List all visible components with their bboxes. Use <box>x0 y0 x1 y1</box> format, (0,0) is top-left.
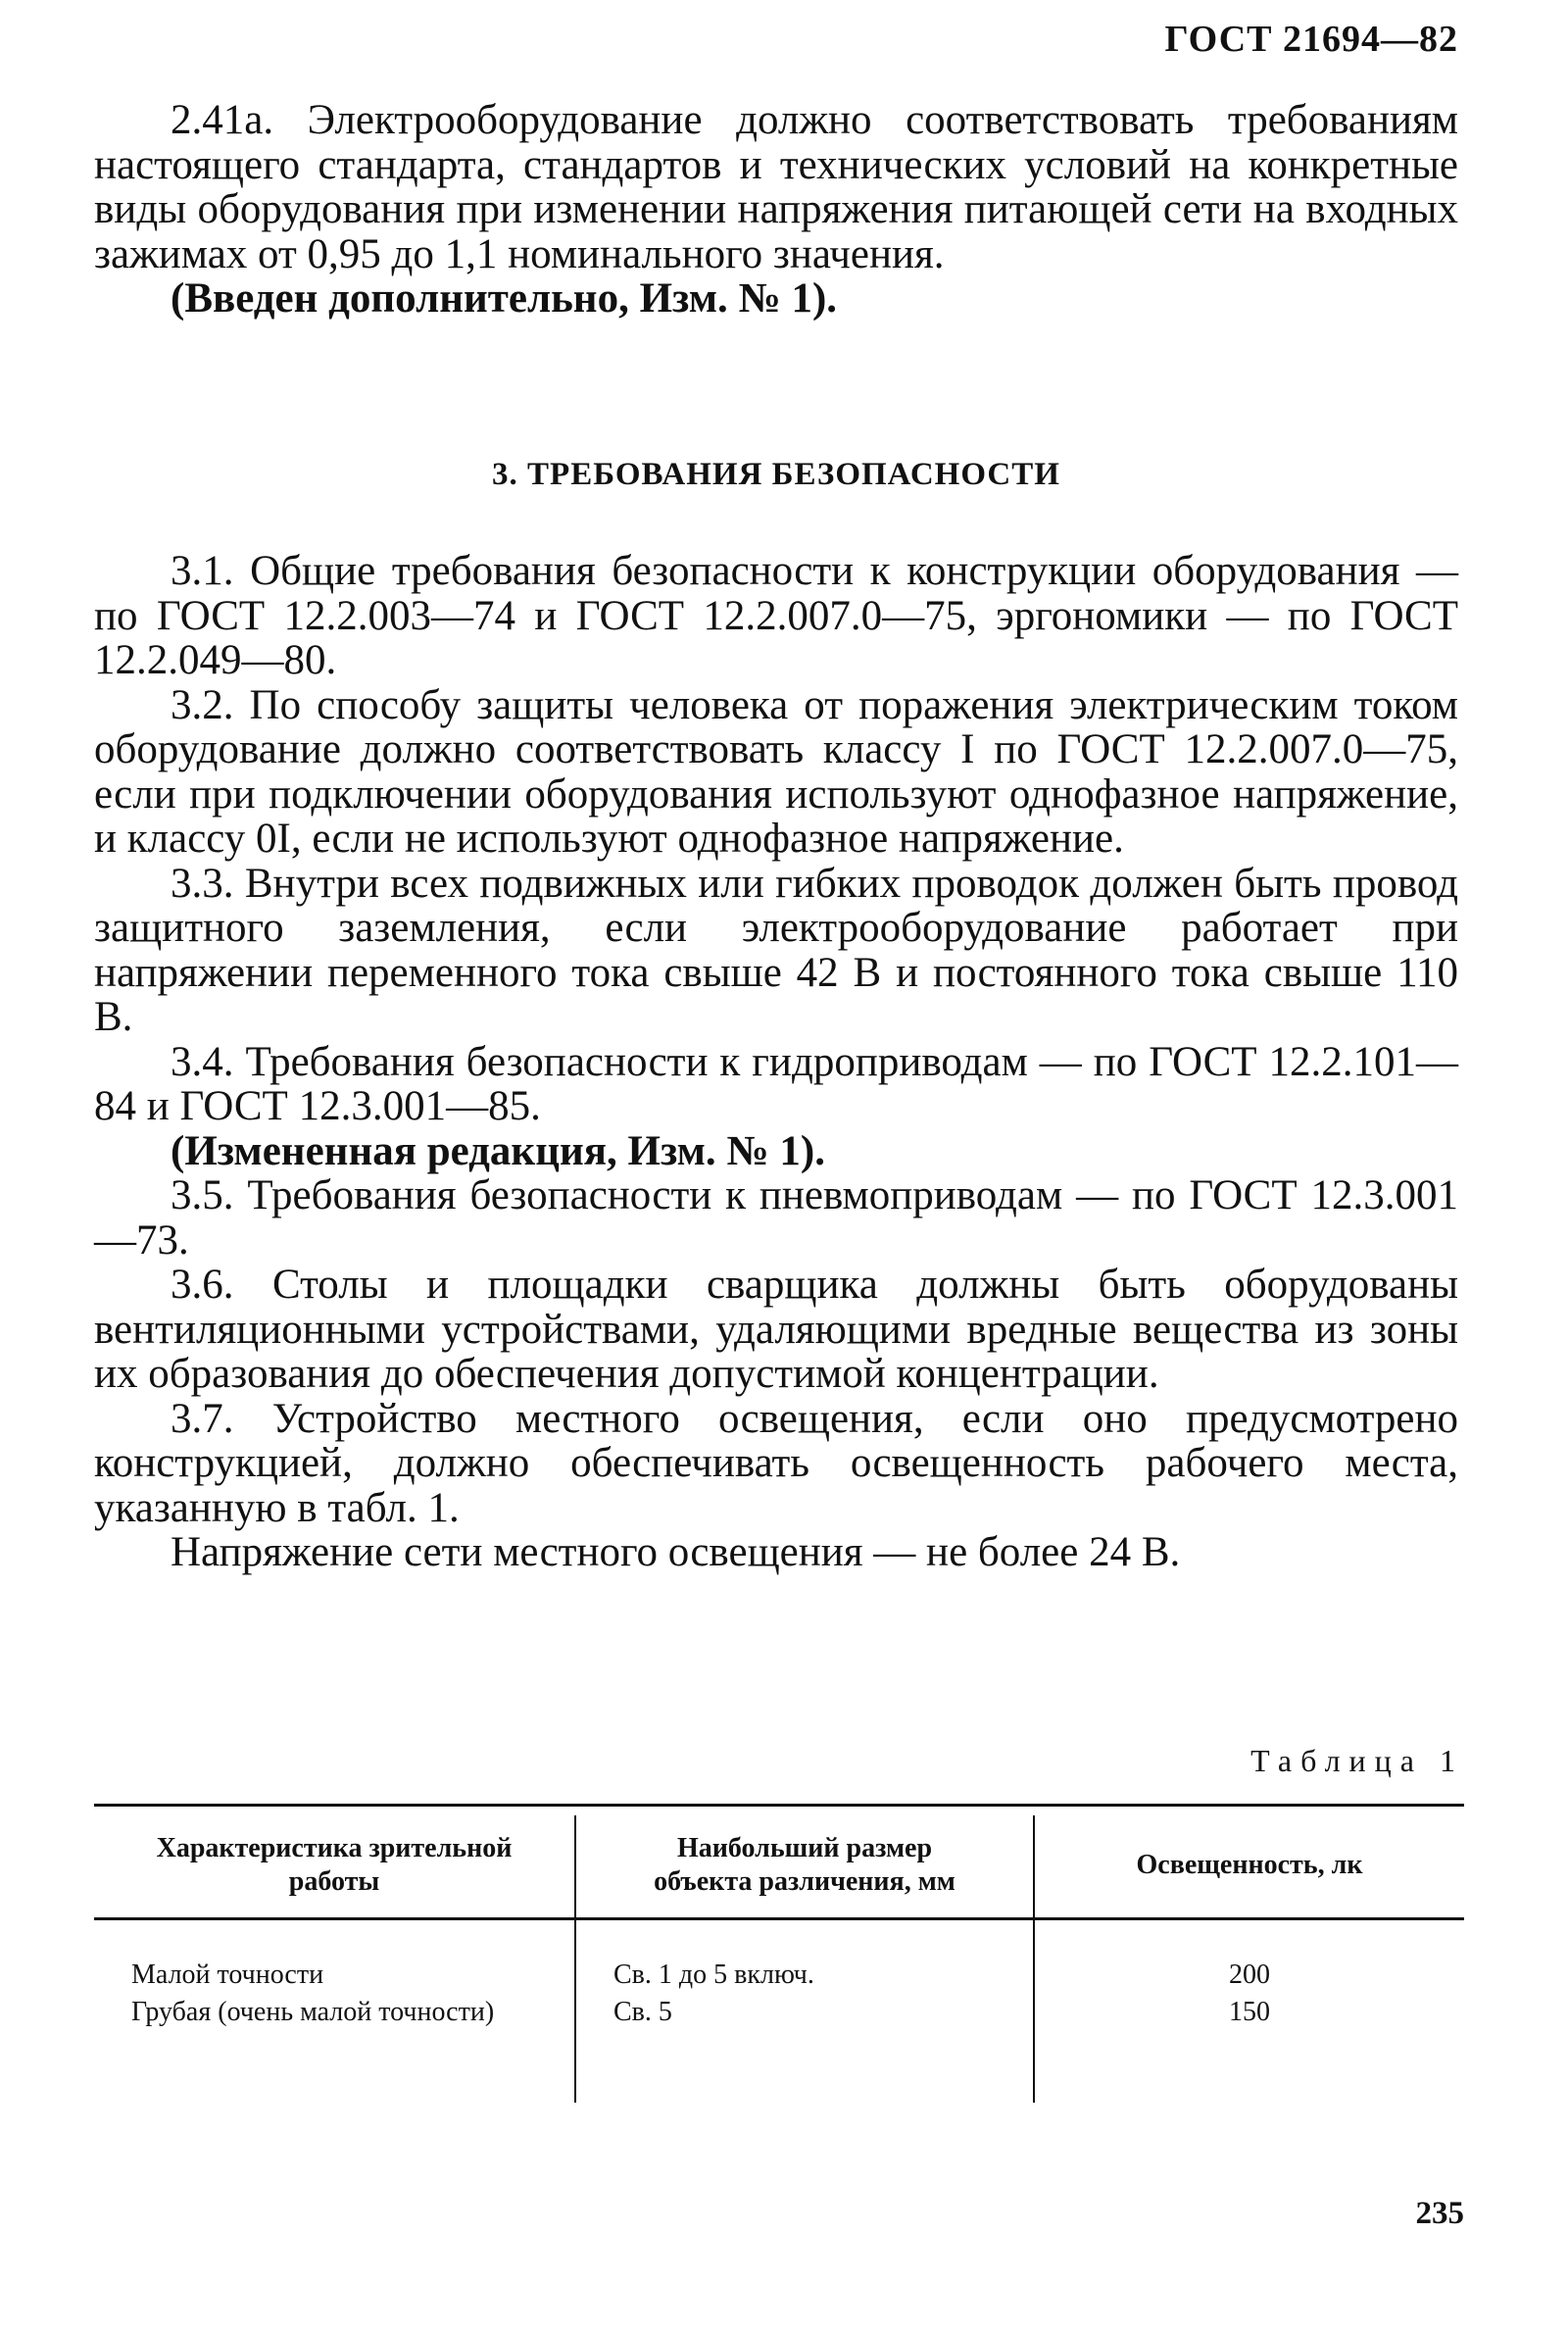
cell-illuminance: 200 <box>1229 1960 1270 1990</box>
amendment-note: (Измененная редакция, Изм. № 1). <box>171 1127 825 1174</box>
paragraph-2-41a: 2.41а. Электрооборудование должно соответствовать требованиям настоящего стандарта, стандартов и технических условий на конкретные виды оборудования при изменении напряжения питающей сети на входных зажимах от 0,95 до 1,1 номинального значения. <box>94 97 1458 277</box>
table-header-object-size <box>576 1821 1033 1910</box>
table-row <box>94 1957 1464 1994</box>
cell-illuminance: 150 <box>1229 1997 1270 2027</box>
header-text: работы <box>288 1866 380 1897</box>
cell-object-size: Св. 1 до 5 включ. <box>613 1960 814 1990</box>
table-top-rule <box>94 1804 1464 1807</box>
table-header-illuminance <box>1035 1821 1464 1910</box>
section-title: 3. ТРЕБОВАНИЯ БЕЗОПАСНОСТИ <box>492 457 1060 492</box>
page-number: 235 <box>1415 2196 1464 2231</box>
safety-requirements-block <box>94 549 1458 1575</box>
paragraph-3-4: 3.4. Требования безопасности к гидроприводам — по ГОСТ 12.2.101—84 и ГОСТ 12.3.001—85. <box>94 1038 1458 1129</box>
paragraph-3-5: 3.5. Требования безопасности к пневмоприводам — по ГОСТ 12.3.001—73. <box>94 1172 1458 1264</box>
table-header-work-type <box>94 1821 574 1910</box>
table-caption: Таблица 1 <box>1250 1743 1464 1778</box>
header-text: объекта различения, мм <box>654 1866 956 1897</box>
cell-object-size: Св. 5 <box>613 1997 672 2027</box>
paragraph-3-6: 3.6. Столы и площадки сварщика должны быть оборудованы вентиляционными устройствами, удаляющими вредные вещества из зоны их образования до обеспечения допустимой концентрации. <box>94 1262 1458 1397</box>
paragraph-3-3: 3.3. Внутри всех подвижных или гибких проводок должен быть провод защитного заземления, если электрооборудование работает при напряжении переменного тока свыше 42 В и постоянного тока свыше 110 В. <box>94 860 1458 1040</box>
intro-text-block <box>94 98 1458 322</box>
standard-code-header: ГОСТ 21694—82 <box>1164 19 1458 60</box>
header-text: Наибольший размер <box>676 1833 933 1863</box>
cell-work-type: Малой точности <box>131 1960 324 1990</box>
illumination-table <box>94 1804 1464 2103</box>
header-text: Освещенность, лк <box>1136 1850 1363 1880</box>
paragraph-3-1: 3.1. Общие требования безопасности к конструкции оборудования — по ГОСТ 12.2.003—74 и ГОСТ 12.2.007.0—75, эргономики — по ГОСТ 12.2.049—80. <box>94 548 1458 683</box>
amendment-note: (Введен дополнительно, Изм. № 1). <box>171 275 838 322</box>
table-body <box>94 1957 1464 2068</box>
table-row <box>94 1994 1464 2068</box>
table-header-rule <box>94 1917 1464 1920</box>
cell-work-type: Грубая (очень малой точности) <box>131 1997 495 2027</box>
paragraph-3-7: 3.7. Устройство местного освещения, если оно предусмотрено конструкцией, должно обеспечивать освещенность рабочего места, указанную в табл. 1. <box>94 1395 1458 1531</box>
paragraph-voltage-note: Напряжение сети местного освещения — не более 24 В. <box>171 1529 1181 1575</box>
header-text: Характеристика зрительной <box>156 1833 513 1863</box>
paragraph-3-2: 3.2. По способу защиты человека от поражения электрическим током оборудование должно соответствовать классу I по ГОСТ 12.2.007.0—75, если при подключении оборудования используют однофазное напряжение, и классу 0I, если не используют однофазное напряжение. <box>94 681 1458 862</box>
